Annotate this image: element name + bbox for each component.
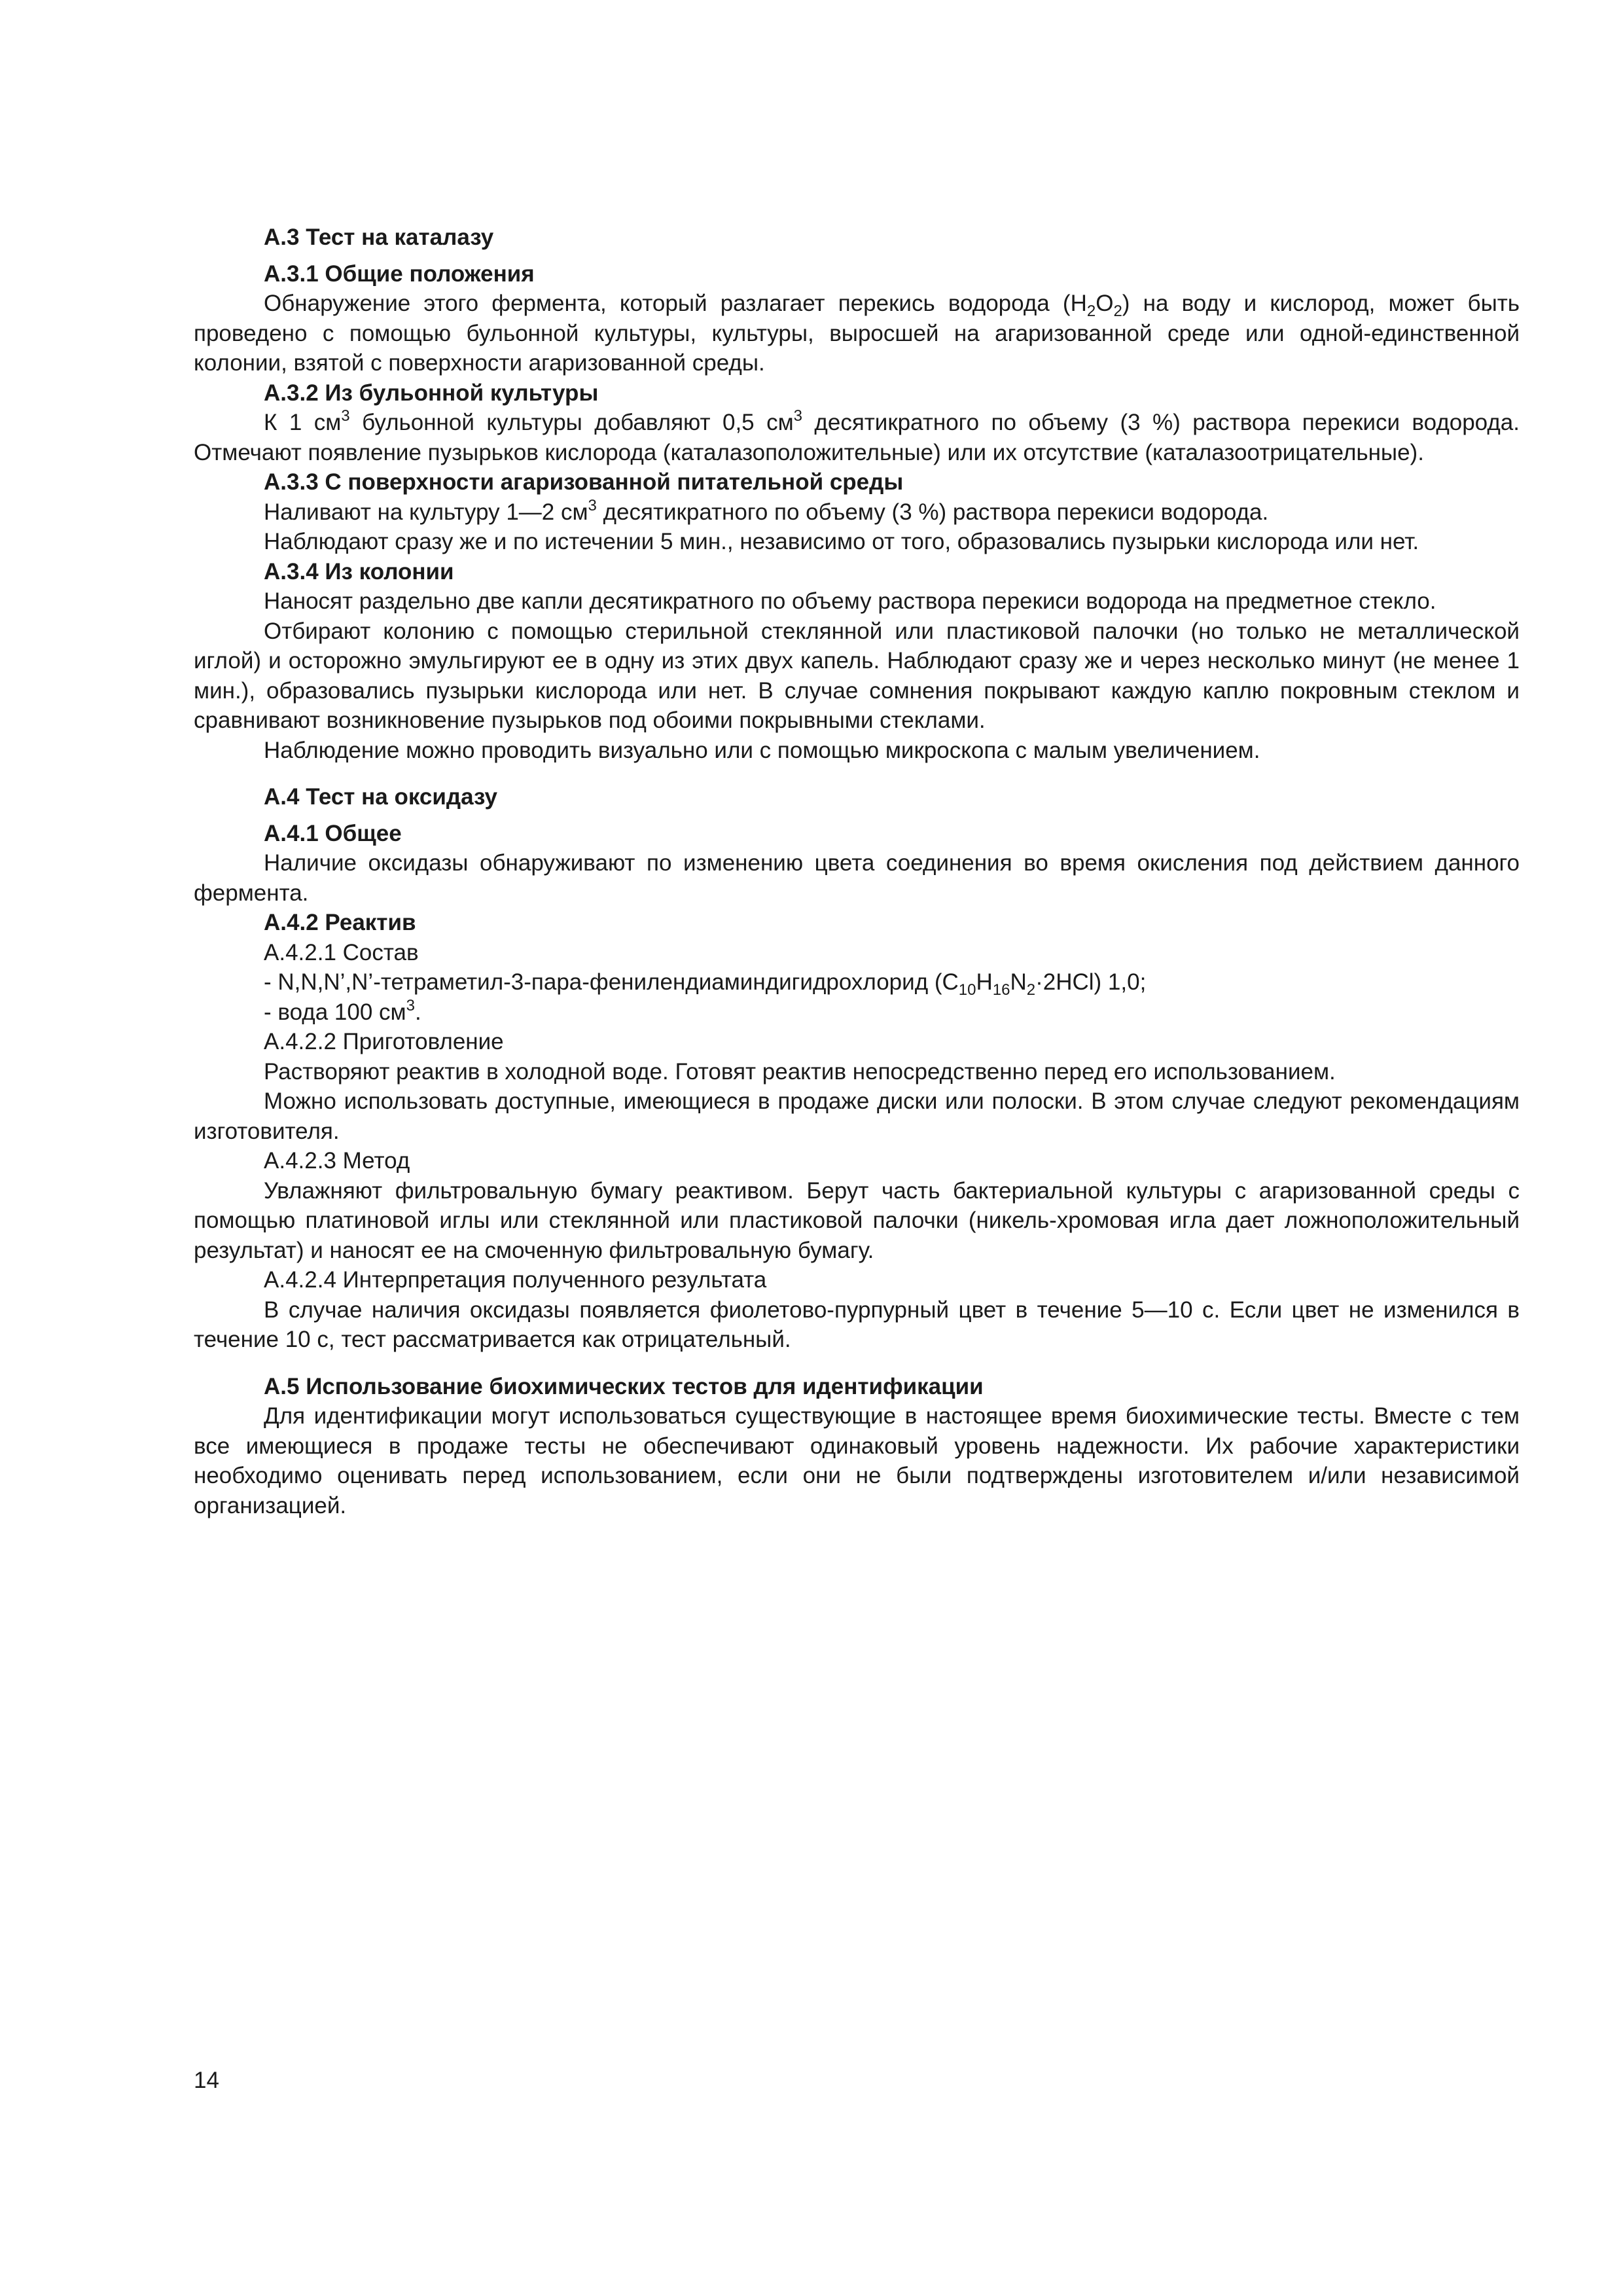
section-a3-2-paragraph: К 1 $см^3$ бульонной культуры добавляют 0,5 $см^3$ десятикратного по объему (3 %) раствора перекиси водорода. Отмечают появление пузырьков кислорода (каталазоположительные) или их отсутствие (каталазоотрицательные). [194,407,1520,465]
section-a3-3-paragraph-2: Наблюдают сразу же и по истечении 5 мин., независимо от того, образовались пузырьки кислорода или нет. [264,529,1419,554]
section-a4-2-2-title: А.4.2.2 Приготовление [264,1029,504,1054]
section-a4-title: А.4 Тест на оксидазу [264,784,498,810]
page-number: 14 [194,2068,219,2093]
section-a4-2-2-paragraph-1: Растворяют реактив в холодной воде. Готовят реактив непосредственно перед его использованием. [264,1058,1336,1085]
section-a3-1-paragraph: Обнаружение этого фермента, который разлагает перекись водорода $(H_2O_2)$ на воду и кислород, может быть проведено с помощью бульонной культуры, культуры, выросшей на агаризованной среде или одной-единственной колонии, взятой с поверхности агаризованной среды. [194,291,1520,376]
section-a3-3-paragraph-1: Наливают на культуру 1—2 $см^3$ десятикратного по объему (3 %) раствора перекиси водорода. [264,496,1269,525]
section-a5-title: А.5 Использование биохимических тестов для идентификации [264,1373,984,1399]
section-a4-1-paragraph: Наличие оксидазы обнаруживают по изменению цвета соединения во время окисления под действием данного фермента. [194,850,1520,906]
list-item-reagent: - N,N,N’,N’-тетраметил-3-пара-фенилендиаминдигидрохлорид $(C_{10}H_{16}N_2\cdot 2HCl)$ 1,0; [264,969,1147,999]
section-a4-2-3-title: А.4.2.3 Метод [264,1148,410,1174]
section-a4-2-4-paragraph: В случае наличия оксидазы появляется фиолетово-пурпурный цвет в течение 5—10 с. Если цвет не изменился в течение 10 с, тест рассматривается как отрицательный. [194,1297,1520,1352]
section-a3-3-title: А.3.3 С поверхности агаризованной питательной среды [264,469,904,495]
section-a3-2-title: А.3.2 Из бульонной культуры [264,380,599,406]
section-a3-1-title: А.3.1 Общие положения [264,260,535,287]
section-a4-2-title: А.4.2 Реактив [264,910,416,935]
section-a4-2-4-title: А.4.2.4 Интерпретация полученного результата [264,1267,767,1293]
section-a3-4-paragraph-2: Отбирают колонию с помощью стерильной стеклянной или пластиковой палочки (но только не металлической иглой) и осторожно эмульгируют ее в одну из этих двух капель. Наблюдают сразу же и через несколько минут (не менее 1 мин.), образовались пузырьки кислорода или нет. В случае сомнения покрывают каждую каплю покровным стеклом и сравнивают возникновение пузырьков под обоими покрывными стеклами. [194,618,1520,733]
section-a3-4-paragraph-3: Наблюдение можно проводить визуально или с помощью микроскопа с малым увеличением. [264,737,1260,763]
page-content [194,223,1520,1520]
section-a4-2-3-paragraph: Увлажняют фильтровальную бумагу реактивом. Берут часть бактериальной культуры с агаризованной среды с помощью платиновой иглы или стеклянной или пластиковой палочки (никель-хромовая игла дает ложноположительный результат) и наносят ее на смоченную фильтровальную бумагу. [194,1177,1520,1263]
section-a4-2-2-paragraph-2: Можно использовать доступные, имеющиеся в продаже диски или полоски. В этом случае следуют рекомендациям изготовителя. [194,1088,1520,1144]
section-a3-title: А.3 Тест на каталазу [264,224,494,250]
list-item-water: - вода 100 $см^3$. [264,996,421,1025]
section-a3-4-paragraph-1: Наносят раздельно две капли десятикратного по объему раствора перекиси водорода на предметное стекло. [264,588,1436,614]
section-a4-2-1-title: А.4.2.1 Состав [264,939,419,965]
section-a3-4-title: А.3.4 Из колонии [264,558,454,584]
section-a5-paragraph: Для идентификации могут использоваться существующие в настоящее время биохимические тесты. Вместе с тем все имеющиеся в продаже тесты не обеспечивают одинаковый уровень надежности. Их рабочие характеристики необходимо оценивать перед использованием, если они не были подтверждены изготовителем и/или независимой организацией. [194,1403,1520,1518]
section-a4-1-title: А.4.1 Общее [264,820,402,846]
